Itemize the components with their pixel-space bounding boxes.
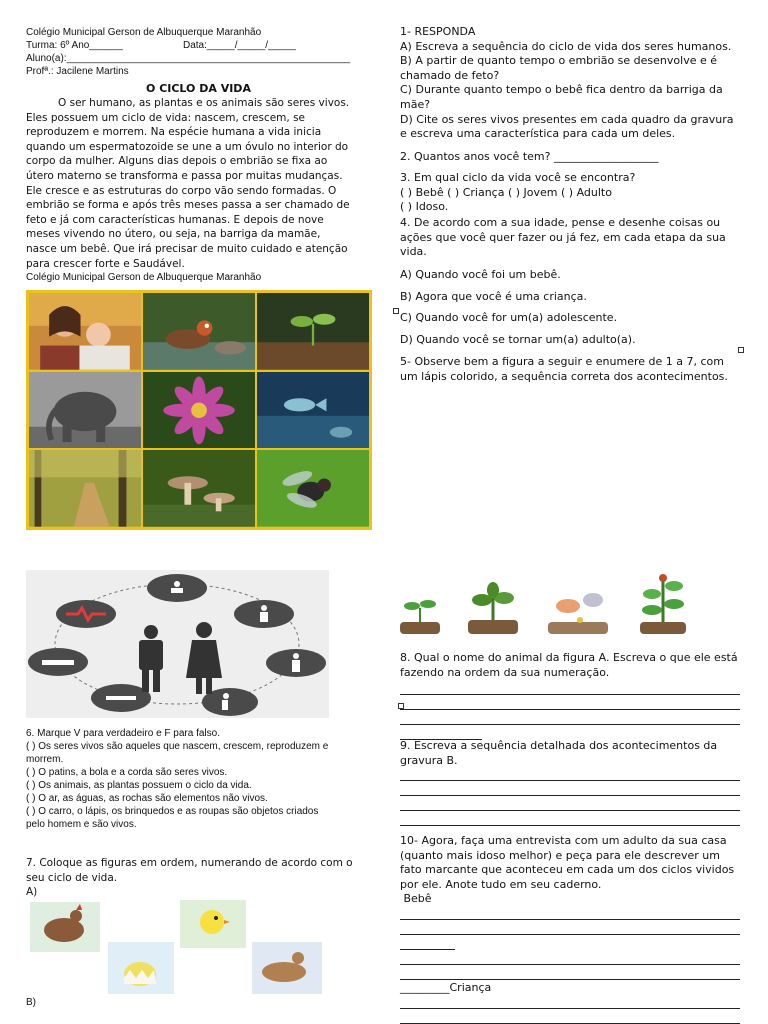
text-line: embrião se forma e após três meses passa a ser chamado de <box>26 199 350 212</box>
q10-line: (quanto mais idoso melhor) e peça para ele descrever um <box>400 848 720 862</box>
q9-answer-lines <box>400 766 740 826</box>
text-title: O CICLO DA VIDA <box>146 82 251 95</box>
teacher-field: Profª.: Jacilene Martins <box>26 66 129 77</box>
elephants-photo <box>29 372 141 449</box>
mother-baby-photo <box>29 293 141 370</box>
q9 <box>400 739 745 768</box>
bebe-answer-lines <box>400 905 740 980</box>
photo-grid <box>26 290 372 530</box>
text-line: feto e já com características humanas. E depois de nove <box>26 213 324 226</box>
hen-nest-figure <box>252 942 322 994</box>
crianca-label: _________Criança <box>400 981 492 994</box>
q3-option-idoso: ( ) Idoso. <box>400 200 449 214</box>
q10-line: 10- Agora, faça uma entrevista com um adulto da sua casa <box>400 834 727 847</box>
text-line: para crescer forte e Saudável. <box>26 257 185 270</box>
q10-line: por ele. Anote tudo em seu caderno. <box>400 877 602 891</box>
fly-photo <box>257 450 369 527</box>
text-line: corpo da mulher. Alguns dias depois o embrião se fixa ao <box>26 155 328 168</box>
q3-options: ( ) Bebê ( ) Criança ( ) Jovem ( ) Adulto <box>400 185 612 199</box>
q6-item: ( ) Os animais, as plantas possuem o ciclo da vida. <box>26 780 252 791</box>
q10 <box>400 834 745 907</box>
q2: 2. Quantos anos você tem? ___________________ <box>400 150 659 163</box>
q4b: B) Agora que você é uma criança. <box>400 290 587 303</box>
seedling-photo <box>257 293 369 370</box>
q1-line: D) Cite os seres vivos presentes em cada quadro da gravura <box>400 112 734 126</box>
chick-figure <box>180 900 246 948</box>
q1-line: B) A partir de quanto tempo o embrião se desenvolve e é <box>400 54 718 68</box>
q3-heading: 3. Em qual ciclo da vida você se encontra? <box>400 171 636 184</box>
bebe-label: Bebê <box>400 892 432 906</box>
q1-line: mãe? <box>400 97 431 111</box>
text-line: O ser humano, as plantas e os animais são seres vivos. <box>58 97 350 109</box>
q5-line: 5- Observe bem a figura a seguir e enumere de 1 a 7, com <box>400 355 724 368</box>
text-body <box>26 96 371 271</box>
turma-row <box>26 39 371 52</box>
sprout-stage-2 <box>468 582 518 634</box>
text-line: útero materno se transforma e passa por muitas mudanças. <box>26 169 343 182</box>
q6-item: ( ) O carro, o lápis, os brinquedos e as roupas são objetos criados <box>26 806 319 817</box>
q4-line: ações que você quer fazer ou já fez, em cada etapa da sua <box>400 230 726 244</box>
life-cycle-diagram <box>26 570 329 718</box>
q6-item: ( ) O ar, as águas, as rochas são elementos não vivos. <box>26 793 268 804</box>
q8 <box>400 651 745 680</box>
text-line: nasce um bebê. Que irá precisar de muito cuidado e atenção <box>26 242 348 255</box>
q4 <box>400 216 745 260</box>
q8-answer-lines <box>400 680 740 740</box>
q4d: D) Quando você se tornar um(a) adulto(a). <box>400 333 636 346</box>
text-line: quando um espermatozoide se une a um óvulo no interior do <box>26 140 349 153</box>
q7-label-a: A) <box>26 886 38 899</box>
turma-field: Turma: 6º Ano______ <box>26 40 123 51</box>
q6-heading: 6. Marque V para verdadeiro e F para falso. <box>26 728 220 739</box>
hen-figure <box>30 902 100 952</box>
q1-line: e escreva uma característica para cada um deles. <box>400 127 676 141</box>
school-name-repeat: Colégio Municipal Gerson de Albuquerque Maranhão <box>26 272 262 284</box>
fish-photo <box>257 372 369 449</box>
q6-item: pelo homem e são vivos. <box>26 819 137 830</box>
egg-hatching-figure <box>108 942 174 994</box>
question-7 <box>26 856 371 900</box>
q1-line: C) Durante quanto tempo o bebê fica dentro da barriga da <box>400 83 723 97</box>
question-6 <box>26 727 371 831</box>
plant-growth-sequence <box>398 570 698 640</box>
q1-line: chamado de feto? <box>400 68 500 82</box>
text-line: reproduzem e morrem. Na espécie humana a vida inicia <box>26 126 322 139</box>
sprout-stage-3 <box>640 574 686 634</box>
text-line: Eles possuem um ciclo de vida: nascem, crescem, se <box>26 111 306 124</box>
q10-line: fato marcante que aconteceu em cada um dos ciclos vividos <box>400 863 735 877</box>
student-field: Aluno(a):___________________________________________________ <box>26 53 351 64</box>
right-column-top <box>400 25 745 142</box>
q6-item: morrem. <box>26 754 64 765</box>
q3 <box>400 171 745 215</box>
school-name: Colégio Municipal Gerson de Albuquerque Maranhão <box>26 27 262 38</box>
text-line: meses vivendo no útero, ou seja, na barriga da mamãe, <box>26 228 321 241</box>
q8-line: fazendo na ordem da sua numeração. <box>400 665 610 679</box>
chick-cycle-figures <box>26 898 326 998</box>
q8-line: 8. Qual o nome do animal da figura A. Escreva o que ele está <box>400 651 738 664</box>
q1-line: A) Escreva a sequência do ciclo de vida dos seres humanos. <box>400 39 732 53</box>
text-line: Ele cresce e as estruturas do corpo vão sendo formadas. O <box>26 184 337 197</box>
crianca-answer-lines <box>400 994 740 1024</box>
q7-label-b: B) <box>26 997 36 1008</box>
q4c: C) Quando você for um(a) adolescente. <box>400 311 618 324</box>
text-block <box>26 82 371 284</box>
q6-item: ( ) O patins, a bola e a corda são seres vivos. <box>26 767 228 778</box>
flower-photo <box>143 372 255 449</box>
q4-line: vida. <box>400 245 427 259</box>
ducks-photo <box>143 293 255 370</box>
anchor-mark <box>393 308 399 314</box>
q4-line: 4. De acordo com a sua idade, pense e desenhe coisas ou <box>400 216 721 229</box>
q7-line: 7. Coloque as figuras em ordem, numerando de acordo com o <box>26 857 353 869</box>
date-field: Data:_____/_____/_____ <box>183 40 296 51</box>
anchor-mark <box>738 347 744 353</box>
header-block <box>26 26 371 78</box>
q1-heading: 1- RESPONDA <box>400 25 476 38</box>
q9-line: 9. Escreva a sequência detalhada dos acontecimentos da <box>400 739 718 752</box>
q6-item: ( ) Os seres vivos são aqueles que nascem, crescem, reproduzem e <box>26 741 329 752</box>
q5 <box>400 355 745 384</box>
mushrooms-photo <box>143 450 255 527</box>
forest-path-photo <box>29 450 141 527</box>
q7-line: seu ciclo de vida. <box>26 871 118 884</box>
sprout-stage-1 <box>400 600 440 634</box>
seed-planting-stage <box>548 593 608 634</box>
q5-line: um lápis colorido, a sequência correta dos acontecimentos. <box>400 369 728 383</box>
q4a: A) Quando você foi um bebê. <box>400 268 561 281</box>
q9-line: gravura B. <box>400 753 458 767</box>
